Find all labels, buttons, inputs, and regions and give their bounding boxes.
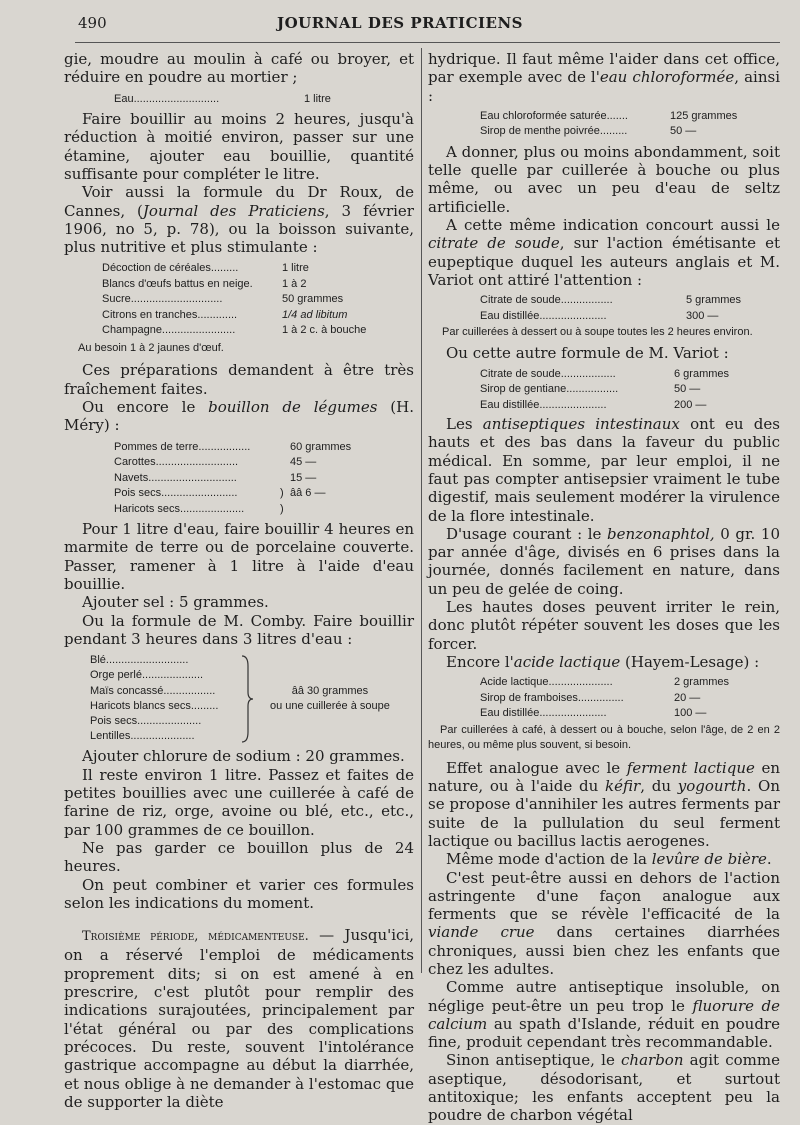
paragraph: Pour 1 litre d'eau, faire bouillir 4 heures en marmite de terre ou de porcelaine couverte. Passer, ramener à 1 litre à l'aide d'eau bouillie. — [64, 520, 414, 594]
paragraph: Les hautes doses peuvent irriter le rein, donc plutôt répéter souvent les doses que les forcer. — [428, 598, 780, 653]
paragraph: Ajouter chlorure de sodium : 20 grammes. — [82, 747, 405, 766]
formula-line: Blé........................... — [90, 654, 189, 667]
paragraph: A cette même indication concourt aussi le citrate de soude, sur l'action émétisante et eupeptique duquel les auteurs anglais et M. Variot ont attiré l'attention : — [428, 216, 780, 289]
formula-block — [480, 367, 780, 414]
paragraph: hydrique. Il faut même l'aider dans cet office, par exemple avec de l'eau chloroformée, ainsi : — [428, 50, 780, 105]
formula-line: Décoction de céréales......... 1 litre — [102, 262, 309, 275]
paragraph: Ces préparations demandent à être très fraîchement faites. — [64, 361, 414, 398]
formula-line: Carottes........................... 45 — — [114, 456, 317, 469]
paragraph: Troisième période, médicamenteuse. — Jusqu'ici, on a réservé l'emploi de médicaments proprement dits; si on est amené à en prescrire, c'est plutôt pour remplir des indications surajoutées, principalement par l'état général ou par des complications précoces. Du reste, souvent l'intolérance gastrique accompagne au début la diarrhée, et nous oblige à ne demander à l'estomac que de supporter la diète — [64, 926, 415, 1111]
formula-line: Citrate de soude................. 5 grammes — [480, 294, 742, 307]
formula-quantity: ââ 30 grammes — [291, 684, 369, 697]
brace — [240, 653, 270, 744]
paragraph: Ou cette autre formule de M. Variot : — [446, 344, 729, 363]
header-rule — [75, 42, 780, 43]
formula-block — [480, 109, 780, 140]
paragraph: Les antiseptiques intestinaux ont eu des hauts et des bas dans la faveur du public médical. En somme, par leur emploi, il ne faut pas compter antisepsier vraiment le tube digestif, mais seulement modérer la virulence de la flore intestinale. — [428, 415, 780, 525]
formula-line: Haricots secs..................... ) — [114, 502, 284, 515]
section-heading: Troisième période, médicamenteuse. — [82, 929, 309, 945]
paragraph: C'est peut-être aussi en dehors de l'action astringente d'une façon analogue aux ferments que se révèle l'efficacité de la viande crue dans certaines diarrhées chroniques, aussi bien chez les enfants que chez les adultes. — [428, 868, 780, 978]
column-separator — [421, 48, 422, 973]
paragraph: gie, moudre au moulin à café ou broyer, et réduire en poudre au mortier ; — [64, 50, 414, 87]
formula-line: Citrate de soude.................. 6 grammes — [480, 367, 730, 380]
formula-block — [90, 653, 414, 744]
formula-block — [480, 293, 780, 324]
formula-block — [114, 440, 414, 518]
formula-line: Pois secs......................... ) ââ 6 — — [114, 487, 326, 500]
formula-line: Blancs d'œufs battus en neige. 1 à 2 — [102, 277, 307, 290]
formula-line: Sirop de gentiane................. 50 — — [480, 383, 701, 396]
formula-line: Navets............................. 15 — — [114, 471, 317, 484]
page-number: 490 — [78, 14, 107, 32]
left-column — [64, 50, 414, 1111]
page-header — [0, 14, 800, 36]
formula-line: Pois secs..................... — [90, 715, 202, 728]
paragraph: Faire bouillir au moins 2 heures, jusqu'à réduction à moitié environ, passer sur une étamine, ajouter eau bouillie, quantité suffisante pour compléter le litre. — [64, 110, 414, 183]
formula-line: Acide lactique..................... 2 grammes — [480, 676, 730, 689]
paragraph: Encore l'acide lactique (Hayem-Lesage) : — [446, 652, 760, 671]
formula-note: Au besoin 1 à 2 jaunes d'œuf. — [78, 341, 224, 354]
formula-line: Haricots blancs secs......... — [90, 699, 219, 712]
formula-line: Eau distillée...................... 200 — — [480, 398, 707, 411]
formula-line: Champagne........................ 1 à 2 c. à bouche — [102, 324, 367, 337]
paragraph: Ne pas garder ce bouillon plus de 24 heures. — [64, 838, 414, 876]
formula-note: Par cuillerées à café, à dessert ou à bouche, selon l'âge, de 2 en 2 heures, ou même plus souvent, si besoin. — [428, 723, 780, 751]
paragraph: Effet analogue avec le ferment lactique en nature, ou à l'aide du kéfir, du yogourth. On se propose d'annihiler les autres ferments par suite de la pullulation du seul ferment lactique ou bacillus lactis aerogenes. — [428, 758, 781, 850]
paragraph: A donner, plus ou moins abondamment, soit telle quelle par cuillerée à bouche ou plus même, ou avec un peu d'eau de seltz artificielle. — [428, 142, 780, 216]
formula-line: Orge perlé.................... — [90, 669, 204, 682]
paragraph: Même mode d'action de la levûre de bière. — [446, 850, 772, 869]
paragraph: D'usage courant : le benzonaphtol, 0 gr. 10 par année d'âge, divisés en 6 prises dans la journée, donnés facilement en nature, dans un peu de gelée de coing. — [428, 524, 781, 598]
formula-block — [102, 261, 414, 339]
formula-line: Maïs concassé................. — [90, 684, 216, 697]
formula-line: Sirop de framboises............... 20 — — [480, 691, 701, 704]
formula-line: Sucre.............................. 50 grammes — [102, 293, 344, 306]
formula-line: Eau distillée...................... 300 — — [480, 309, 719, 322]
running-title: JOURNAL DES PRATICIENS — [277, 14, 523, 32]
formula-line: Eau............................ 1 litre — [114, 92, 331, 105]
formula-block — [480, 675, 780, 722]
formula-line: Pommes de terre................. 60 grammes — [114, 440, 352, 453]
paragraph: Ou la formule de M. Comby. Faire bouillir pendant 3 heures dans 3 litres d'eau : — [64, 611, 414, 648]
right-column — [428, 50, 780, 1125]
formula-quantity: ou une cuillerée à soupe — [270, 699, 390, 712]
formula-line: Citrons en tranches............. 1/4 ad libitum — [102, 308, 348, 321]
paragraph: On peut combiner et varier ces formules selon les indications du moment. — [64, 875, 414, 912]
formula-line: Eau distillée...................... 100 — — [480, 707, 707, 720]
formula-line: Sirop de menthe poivrée......... 50 — — [480, 125, 697, 138]
formula-line: Eau chloroformée saturée....... 125 grammes — [480, 109, 738, 122]
paragraph: Sinon antiseptique, le charbon agit comme aseptique, désodorisant, et surtout antitoxique; les enfants acceptent peu la poudre de charbon végétal — [428, 1051, 780, 1125]
paragraph: Voir aussi la formule du Dr Roux, de Cannes, (Journal des Praticiens, 3 février 1906, no 5, p. 78), ou la boisson suivante, plus nutritive et plus stimulante : — [64, 183, 414, 257]
paragraph: Comme autre antiseptique insoluble, on néglige peut-être un peu trop le fluorure de calcium au spath d'Islande, réduit en poudre fine, produit cependant très recommandable. — [428, 978, 781, 1052]
paragraph: Il reste environ 1 litre. Passez et faites de petites bouillies avec une cuillerée à café de farine de riz, orge, avoine ou blé, etc., etc., par 100 grammes de ce bouillon. — [64, 765, 414, 839]
paragraph: Ajouter sel : 5 grammes. — [82, 593, 269, 612]
paragraph: Ou encore le bouillon de légumes (H. Méry) : — [64, 398, 414, 435]
formula-line: Lentilles..................... — [90, 730, 195, 743]
formula-note: Par cuillerées à dessert ou à soupe toutes les 2 heures environ. — [442, 326, 753, 339]
